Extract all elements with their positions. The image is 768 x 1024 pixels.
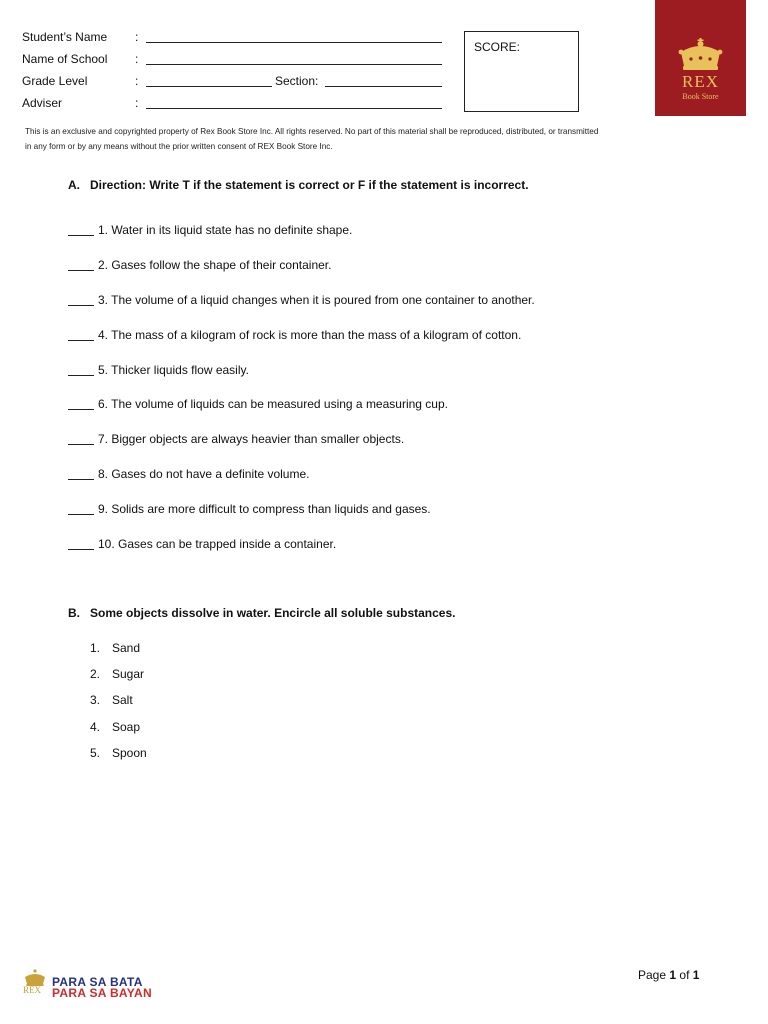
student-name-field[interactable] — [146, 42, 442, 43]
answer-blank[interactable] — [68, 538, 94, 550]
statement-text: 5. Thicker liquids flow easily. — [98, 362, 249, 377]
page-number — [638, 968, 699, 982]
answer-blank[interactable] — [68, 259, 94, 271]
grade-level-label: Grade Level — [22, 74, 88, 88]
item-text: Soap — [112, 719, 141, 734]
page-prefix: Page — [638, 968, 667, 982]
list-item — [68, 467, 535, 502]
field-colon: : — [135, 52, 139, 66]
list-item — [68, 363, 535, 398]
section-label: Section: — [275, 74, 319, 88]
rex-logo — [655, 0, 746, 116]
statement-text: 1. Water in its liquid state has no definite shape. — [98, 223, 353, 237]
student-name-row — [22, 29, 452, 51]
list-item — [68, 502, 535, 537]
answer-blank[interactable] — [68, 329, 94, 341]
list-item[interactable] — [90, 720, 147, 746]
list-item — [68, 223, 535, 258]
grade-level-field[interactable] — [146, 86, 272, 87]
item-text: Salt — [112, 693, 133, 708]
footer-logo — [22, 968, 162, 1002]
true-false-list — [68, 223, 535, 572]
statement-text: 6. The volume of liquids can be measured using a measuring cup. — [98, 397, 448, 412]
item-number: 5. — [90, 745, 101, 760]
answer-blank[interactable] — [68, 294, 94, 306]
part-b-direction — [68, 606, 455, 620]
part-b-letter: B. — [68, 606, 80, 620]
field-colon: : — [135, 30, 139, 44]
statement-text: 3. The volume of a liquid changes when it is poured from one container to another. — [98, 292, 535, 307]
page-current: 1 — [669, 968, 677, 982]
field-colon: : — [135, 74, 139, 88]
list-item — [68, 397, 535, 432]
grade-level-row — [22, 73, 452, 95]
list-item[interactable] — [90, 693, 147, 719]
statement-text: 10. Gases can be trapped inside a container. — [98, 537, 337, 552]
school-name-row — [22, 51, 452, 73]
list-item — [68, 293, 535, 328]
answer-blank[interactable] — [68, 364, 94, 376]
score-box[interactable] — [464, 31, 579, 112]
item-number: 1. — [90, 641, 101, 655]
school-name-field[interactable] — [146, 64, 442, 65]
adviser-field[interactable] — [146, 108, 442, 109]
item-text: Sugar — [112, 667, 145, 682]
part-a-direction — [68, 178, 529, 192]
student-name-label: Student’s Name — [22, 30, 108, 44]
list-item — [68, 432, 535, 467]
answer-blank[interactable] — [68, 433, 94, 445]
list-item — [68, 258, 535, 293]
statement-text: 2. Gases follow the shape of their container. — [98, 257, 332, 272]
item-text: Sand — [112, 641, 141, 655]
statement-text: 8. Gases do not have a definite volume. — [98, 467, 310, 482]
list-item[interactable] — [90, 667, 147, 693]
page-of: of — [679, 968, 690, 982]
statement-text: 7. Bigger objects are always heavier than smaller objects. — [98, 432, 405, 447]
item-number: 2. — [90, 667, 101, 682]
part-a-letter: A. — [68, 178, 80, 192]
answer-blank[interactable] — [68, 468, 94, 480]
page-total: 1 — [692, 968, 700, 982]
copyright-notice: This is an exclusive and copyrighted property of Rex Book Store Inc. All rights reserved. No part of this material shall be reproduced, distributed, or transmitted in any form or by any means without the prior written consent of REX Book Store Inc. — [25, 127, 599, 151]
score-label: SCORE: — [474, 40, 521, 54]
statement-text: 4. The mass of a kilogram of rock is more than the mass of a kilogram of cotton. — [98, 327, 522, 342]
item-text: Spoon — [112, 745, 147, 760]
field-colon: : — [135, 96, 139, 110]
answer-blank[interactable] — [68, 224, 94, 236]
footer-slogan-line1: PARA SA BATA — [52, 975, 143, 989]
footer-rex-text: REX — [23, 985, 41, 995]
student-info-form — [22, 29, 452, 117]
soluble-substances-list — [90, 641, 147, 772]
section-field[interactable] — [325, 86, 442, 87]
part-a-direction-text: Direction: Write T if the statement is correct or F if the statement is incorrect. — [90, 178, 529, 192]
adviser-label: Adviser — [22, 96, 63, 110]
rex-logo-subtext: Book Store — [682, 92, 719, 101]
list-item[interactable] — [90, 746, 147, 772]
rex-logo-text: REX — [682, 72, 719, 91]
list-item[interactable] — [90, 641, 147, 667]
answer-blank[interactable] — [68, 503, 94, 515]
answer-blank[interactable] — [68, 398, 94, 410]
adviser-row — [22, 95, 452, 117]
part-b-direction-text: Some objects dissolve in water. Encircle all soluble substances. — [90, 606, 456, 620]
school-name-label: Name of School — [22, 52, 108, 66]
statement-text: 9. Solids are more difficult to compress than liquids and gases. — [98, 502, 431, 517]
footer-slogan-line2: PARA SA BAYAN — [52, 986, 152, 1000]
item-number: 4. — [90, 719, 101, 734]
item-number: 3. — [90, 693, 101, 708]
list-item — [68, 537, 535, 572]
list-item — [68, 328, 535, 363]
